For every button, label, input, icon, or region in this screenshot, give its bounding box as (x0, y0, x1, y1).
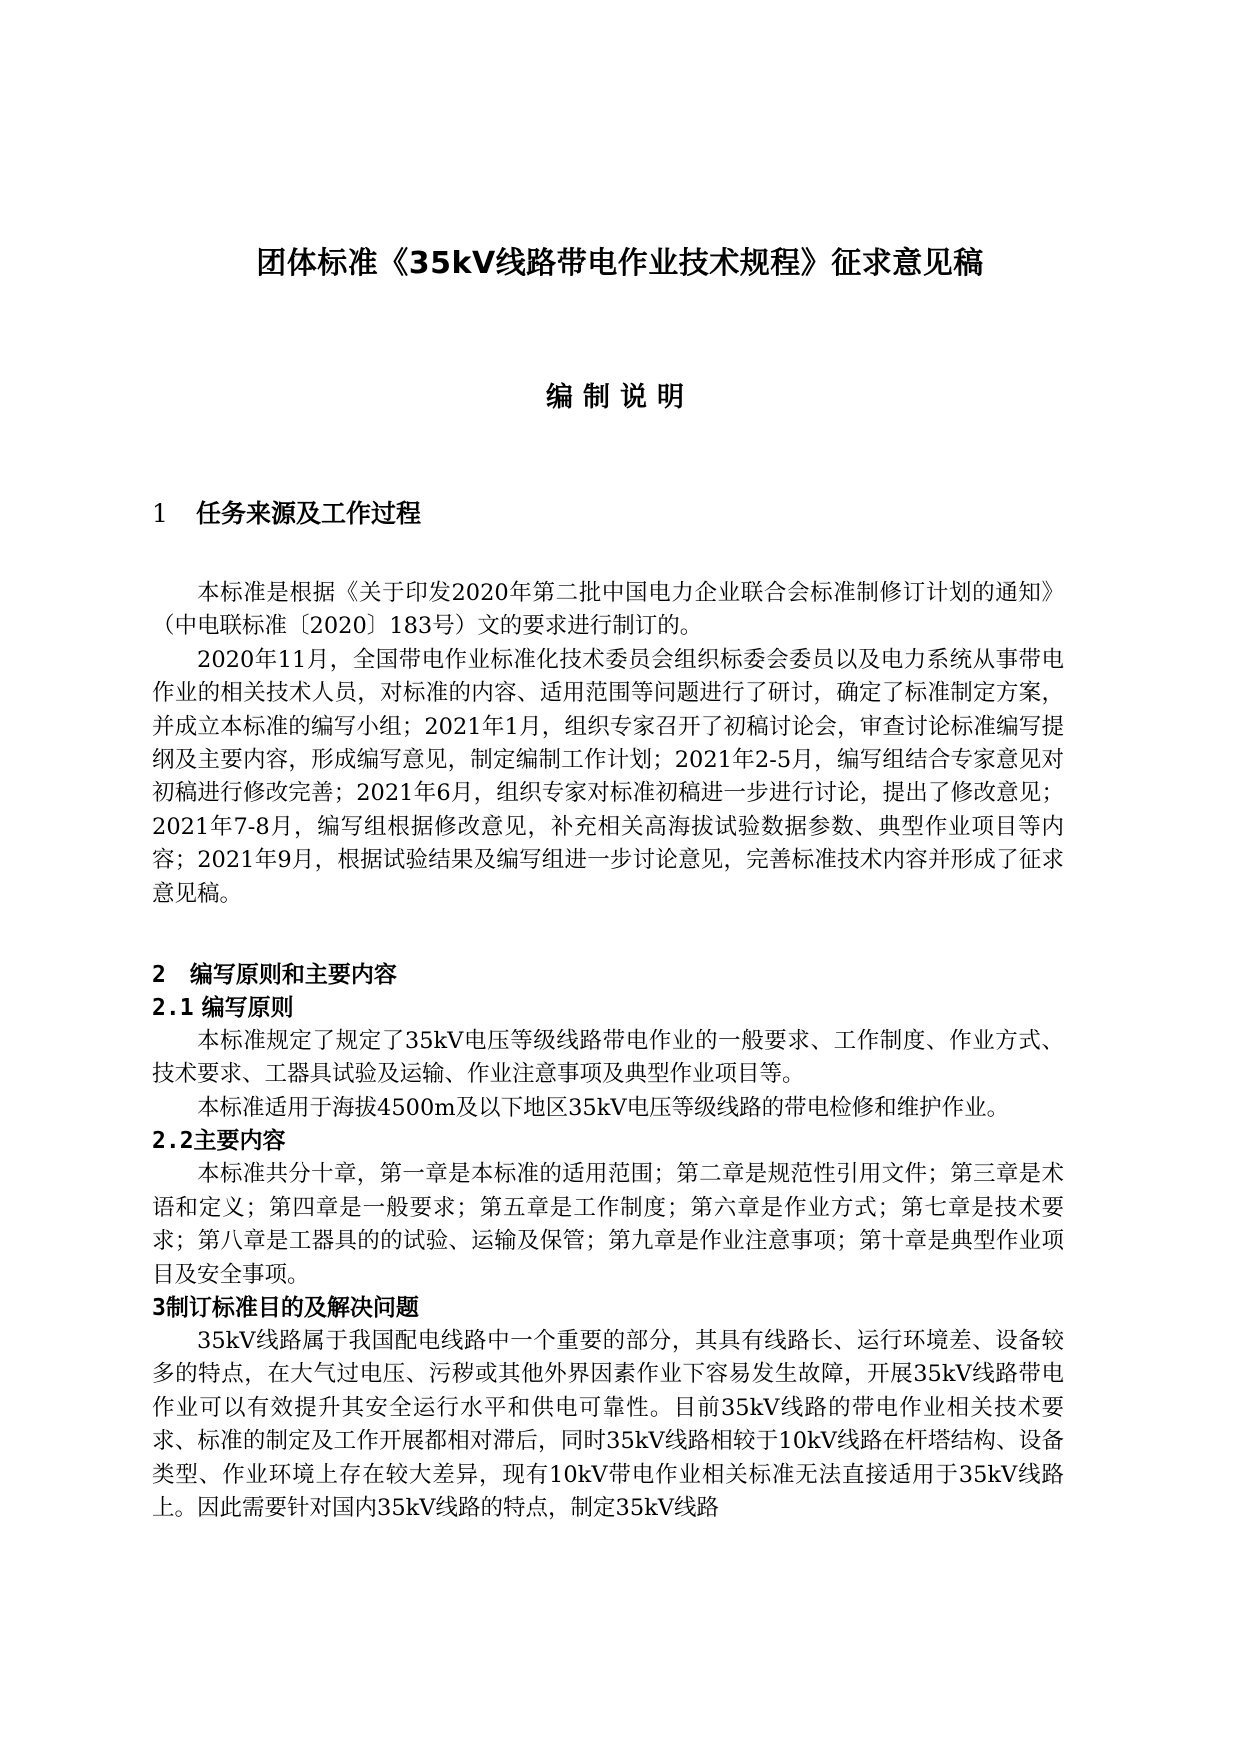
document-body (152, 496, 1064, 1525)
section-heading-text: 编写原则 (201, 995, 294, 1022)
section-heading-text: 主要内容 (193, 1128, 286, 1155)
section-2-1-paragraph-2: 本标准适用于海拔4500m及以下地区35kV电压等级线路的带电检修和维护作业。 (197, 1094, 1010, 1121)
section-2-2-paragraph-1: 本标准共分十章，第一章是本标准的适用范围；第二章是规范性引用文件；第三章是术语和定义；第四章是一般要求；第五章是工作制度；第六章是作业方式；第七章是技术要求；第八章是工器具的的试验、运输及保管；第九章是作业注意事项；第十章是典型作业项目及安全事项。 (152, 1161, 1064, 1288)
section-2-2-heading (152, 1125, 1064, 1158)
section-heading-text: 制订标准目的及解决问题 (165, 1294, 419, 1321)
section-2-1-heading (152, 992, 1064, 1025)
section-1-paragraph-1: 本标准是根据《关于印发2020年第二批中国电力企业联合会标准制修订计划的通知》（中电联标准〔2020〕183号）文的要求进行制订的。 (152, 580, 1064, 640)
section-2-heading (152, 959, 1064, 992)
document-title: 团体标准《35kV线路带电作业技术规程》征求意见稿 (256, 246, 984, 281)
section-1-paragraph-2: 2020年11月，全国带电作业标准化技术委员会组织标委会委员以及电力系统从事带电作业的相关技术人员，对标准的内容、适用范围等问题进行了研讨，确定了标准制定方案，并成立本标准的编写小组；2021年1月，组织专家召开了初稿讨论会，审查讨论标准编写提纲及主要内容，形成编写意见，制定编制工作计划；2021年2-5月，编写组结合专家意见对初稿进行修改完善；2021年6月，组织专家对标准初稿进一步进行讨论，提出了修改意见；2021年7-8月，编写组根据修改意见，补充相关高海拔试验数据参数、典型作业项目等内容；2021年9月，根据试验结果及编写组进一步讨论意见，完善标准技术内容并形成了征求意见稿。 (152, 646, 1064, 907)
section-2-1-paragraph-1: 本标准规定了规定了35kV电压等级线路带电作业的一般要求、工作制度、作业方式、技术要求、工器具试验及运输、作业注意事项及典型作业项目等。 (152, 1028, 1064, 1088)
section-heading-text: 任务来源及工作过程 (196, 499, 422, 528)
section-number: 2.2 (152, 1128, 194, 1155)
document-subtitle: 编制说明 (546, 382, 694, 413)
section-number: 2.1 (152, 995, 194, 1022)
section-heading-text: 编写原则和主要内容 (189, 962, 397, 989)
section-1-heading (152, 496, 1064, 532)
section-number: 2 (152, 962, 166, 989)
section-3-heading (152, 1292, 1064, 1325)
section-3-paragraph-1: 35kV线路属于我国配电线路中一个重要的部分，其具有线路长、运行环境差、设备较多的特点，在大气过电压、污秽或其他外界因素作业下容易发生故障，开展35kV线路带电作业可以有效提升其安全运行水平和供电可靠性。目前35kV线路的带电作业相关技术要求、标准的制定及工作开展都相对滞后，同时35kV线路相较于10kV线路在杆塔结构、设备类型、作业环境上存在较大差异，现有10kV带电作业相关标准无法直接适用于35kV线路上。因此需要针对国内35kV线路的特点，制定35kV线路 (152, 1327, 1064, 1521)
section-number: 1 (152, 499, 168, 528)
section-number: 3 (152, 1294, 166, 1321)
